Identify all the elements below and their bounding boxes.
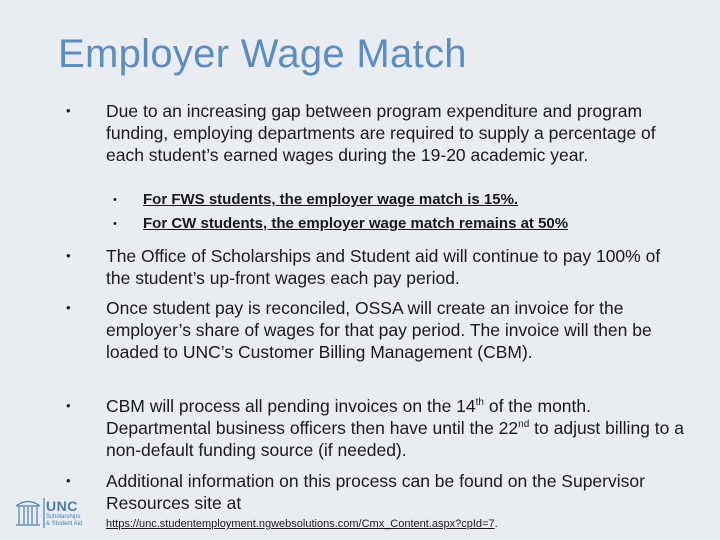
bullet-text: Due to an increasing gap between program expenditure and program funding, employing departments are required to supply a percentage of each student’s earned wages during the 19-20 academic year. bbox=[106, 101, 656, 165]
bullet-text-cbm bbox=[106, 395, 686, 461]
logo-subtitle bbox=[46, 514, 96, 528]
ordinal-suffix: th bbox=[475, 397, 484, 409]
cbm-text-part: CBM will process all pending invoices on the 14 bbox=[106, 396, 476, 416]
logo-subtitle-line: & Student Aid bbox=[46, 521, 83, 527]
sub-bullet-text: For FWS students, the employer wage match is 15%. bbox=[143, 191, 519, 208]
bullet-text: Once student pay is reconciled, OSSA will create an invoice for the employer’s share of wages for that pay period. The invoice will then be loaded to UNC’s Customer Billing Management (CBM). bbox=[106, 298, 652, 362]
bullet-text: Additional information on this process can be found on the Supervisor Resources site at bbox=[106, 471, 645, 513]
slide-title: Employer Wage Match bbox=[58, 32, 467, 76]
sub-bullet-dot: • bbox=[113, 194, 117, 206]
logo-subtitle-line: Scholarships bbox=[46, 514, 81, 520]
bullet-dot: • bbox=[66, 103, 71, 118]
bullet-dot: • bbox=[66, 473, 71, 488]
ordinal-suffix: nd bbox=[518, 419, 530, 431]
link-suffix: . bbox=[494, 518, 498, 530]
bullet-dot: • bbox=[66, 398, 71, 413]
supervisor-resources-link[interactable] bbox=[106, 518, 498, 530]
cbm-text-part: to adjust billing to a non-default funding source (if needed). bbox=[106, 418, 684, 460]
link-text[interactable]: https://unc.studentemployment.ngwebsolutions.com/Cmx_Content.aspx?cpId=7 bbox=[106, 518, 495, 530]
sub-bullet-dot: • bbox=[113, 218, 117, 230]
sub-bullet-text: For CW students, the employer wage match remains at 50% bbox=[143, 215, 569, 232]
logo-word: UNC bbox=[46, 498, 78, 514]
cbm-text-part: of the month. Departmental business officers then have until the 22 bbox=[106, 396, 591, 438]
bullet-dot: • bbox=[66, 248, 71, 263]
bullet-text: The Office of Scholarships and Student aid will continue to pay 100% of the student’s up-front wages each pay period. bbox=[106, 246, 661, 288]
bullet-dot: • bbox=[66, 300, 71, 315]
